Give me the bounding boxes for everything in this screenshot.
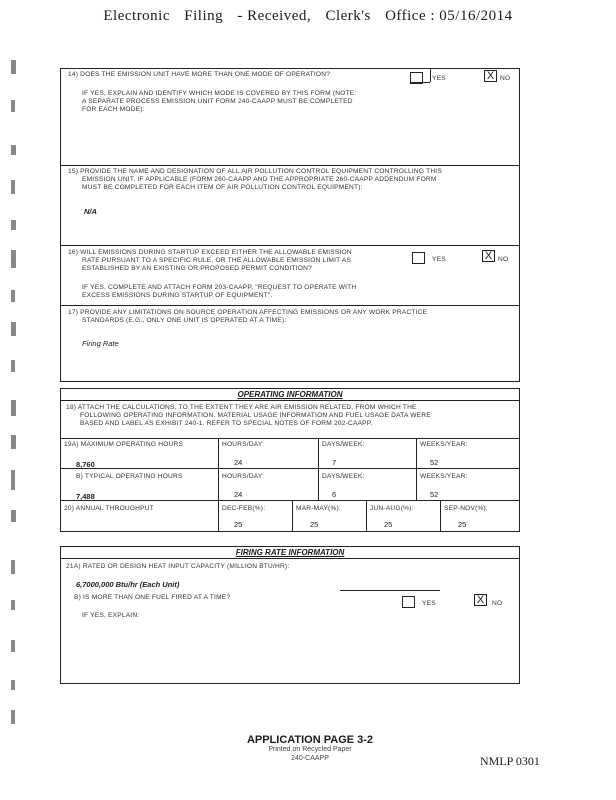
q15-answer: N/A — [84, 207, 97, 216]
jun-aug-value: 25 — [384, 520, 393, 529]
q14-note-line3: FOR EACH MODE): — [82, 106, 145, 113]
jun-aug-label: JUN-AUG(%): — [370, 505, 414, 512]
max-hours-day-label: HOURS/DAY: — [222, 441, 265, 448]
q14-note-line1: IF YES, EXPLAIN AND IDENTIFY WHICH MODE IS COVERED BY THIS FORM (NOTE: — [82, 90, 357, 97]
q21b-no-label: NO — [492, 600, 503, 607]
dec-feb-value: 25 — [234, 520, 243, 529]
typ-hours-day-label: HOURS/DAY: — [222, 473, 265, 480]
q14-yes-checkbox[interactable] — [410, 72, 423, 84]
max-hours-value: 8,760 — [76, 460, 95, 469]
mar-may-label: MAR-MAY(%): — [296, 505, 341, 512]
q14-note-line2: A SEPARATE PROCESS EMISSION UNIT FORM 240-CAAPP MUST BE COMPLETED — [82, 98, 353, 105]
dec-feb-label: DEC-FEB(%): — [222, 505, 266, 512]
q17-answer: Firing Rate — [82, 339, 119, 348]
q16-no-checkbox[interactable] — [482, 250, 495, 262]
q16-line1: 16) WILL EMISSIONS DURING STARTUP EXCEED EITHER THE ALLOWABLE EMISSION — [68, 249, 352, 256]
scan-artifact-icon — [8, 60, 20, 740]
max-hours-day-value: 24 — [234, 458, 243, 467]
firing-title: FIRING RATE INFORMATION — [235, 548, 345, 557]
max-days-week-value: 7 — [332, 458, 337, 467]
q16-note-line1: IF YES, COMPLETE AND ATTACH FORM 203-CAAPP, "REQUEST TO OPERATE WITH — [82, 284, 357, 291]
left-margin-marks — [8, 60, 20, 740]
q15-line1: 15) PROVIDE THE NAME AND DESIGNATION OF ALL AIR POLLUTION CONTROL EQUIPMENT CONTROLLING THIS — [68, 168, 442, 175]
q16-note-line2: EXCESS EMISSIONS DURING STARTUP OF EQUIPMENT". — [82, 292, 273, 299]
form-number: 240-CAAPP — [291, 755, 329, 762]
max-days-week-label: DAYS/WEEK: — [322, 441, 365, 448]
typ-days-week-label: DAYS/WEEK: — [322, 473, 365, 480]
checked-mark-icon: X — [486, 70, 495, 82]
application-page-title: APPLICATION PAGE 3-2 — [246, 734, 374, 746]
q16-line3: ESTABLISHED BY AN EXISTING OR PROPOSED PERMIT CONDITION? — [82, 265, 312, 272]
q21b-no-checkbox[interactable] — [474, 594, 487, 606]
stamp-word: Clerk's — [325, 8, 371, 24]
q21b-yes-label: YES — [422, 600, 436, 607]
q21a-label: 21A) RATED OR DESIGN HEAT INPUT CAPACITY (MILLION BTU/HR): — [66, 563, 290, 570]
q15-line3: MUST BE COMPLETED FOR EACH ITEM OF AIR POLLUTION CONTROL EQUIPMENT): — [82, 184, 363, 191]
stamp-word: Filing — [184, 8, 224, 24]
operating-title: OPERATING INFORMATION — [237, 390, 343, 399]
q21b-explain: IF YES, EXPLAIN: — [82, 612, 140, 619]
typ-days-week-value: 6 — [332, 490, 337, 499]
recycled-note: Printed on Recycled Paper — [268, 746, 352, 753]
stamp-word: Received, — [247, 8, 312, 24]
q14-no-label: NO — [500, 75, 511, 82]
q14-question: 14) DOES THE EMISSION UNIT HAVE MORE THAN ONE MODE OF OPERATION? — [68, 71, 331, 78]
q18-line1: 18) ATTACH THE CALCULATIONS, TO THE EXTENT THEY ARE AIR EMISSION RELATED, FROM WHICH THE — [66, 404, 417, 411]
q16-yes-checkbox[interactable] — [412, 252, 425, 264]
q14-yes-label: YES — [432, 75, 446, 82]
q14-no-checkbox[interactable] — [484, 70, 497, 82]
throughput-label: 20) ANNUAL THROUGHPUT — [64, 505, 154, 512]
q16-line2: RATE PURSUANT TO A SPECIFIC RULE, OR THE ALLOWABLE EMISSION LIMIT AS — [82, 257, 352, 264]
max-weeks-year-value: 52 — [430, 458, 439, 467]
max-hours-label: 19A) MAXIMUM OPERATING HOURS — [64, 441, 184, 448]
stamp-word: Electronic — [103, 8, 171, 24]
q14-section — [60, 68, 520, 166]
stamp-word: - — [237, 8, 243, 24]
max-weeks-year-label: WEEKS/YEAR: — [420, 441, 468, 448]
typ-hours-label: B) TYPICAL OPERATING HOURS — [76, 473, 183, 480]
sep-nov-value: 25 — [458, 520, 467, 529]
q18-line3: BASED AND LABEL AS EXHIBIT 240-1. REFER TO SPECIAL NOTES OF FORM 202-CAAPP. — [80, 420, 373, 427]
bates-number: NMLP 0301 — [480, 754, 540, 768]
typ-weeks-year-value: 52 — [430, 490, 439, 499]
typ-hours-value: 7,488 — [76, 492, 95, 501]
q21b-label: B) IS MORE THAN ONE FUEL FIRED AT A TIME? — [74, 594, 231, 601]
stamp-word: Office — [385, 8, 427, 24]
checked-mark-icon: X — [484, 250, 493, 262]
checked-mark-icon: X — [476, 594, 485, 606]
q16-yes-label: YES — [432, 256, 446, 263]
sep-nov-label: SEP-NOV(%): — [444, 505, 488, 512]
q16-no-label: NO — [498, 256, 509, 263]
typ-weeks-year-label: WEEKS/YEAR: — [420, 473, 468, 480]
filing-stamp — [0, 8, 616, 25]
q15-line2: EMISSION UNIT, IF APPLICABLE (FORM 260-CAAPP AND THE APPROPRIATE 260-CAAPP ADDENDUM FORM — [82, 176, 437, 183]
stamp-word: 05/16/2014 — [439, 8, 513, 24]
stamp-word: : — [430, 8, 436, 24]
q17-line2: STANDARDS (E.G., ONLY ONE UNIT IS OPERATED AT A TIME): — [82, 317, 287, 324]
typ-hours-day-value: 24 — [234, 490, 243, 499]
q17-line1: 17) PROVIDE ANY LIMITATIONS ON SOURCE OPERATION AFFECTING EMISSIONS OR ANY WORK PRACTICE — [68, 309, 428, 316]
q21b-yes-checkbox[interactable] — [402, 596, 415, 608]
mar-may-value: 25 — [310, 520, 319, 529]
q18-line2: FOLLOWING OPERATING INFORMATION, MATERIAL USAGE INFORMATION AND FUEL USAGE DATA WERE — [80, 412, 431, 419]
q21a-value: 6,7000,000 Btu/hr (Each Unit) — [76, 580, 180, 589]
